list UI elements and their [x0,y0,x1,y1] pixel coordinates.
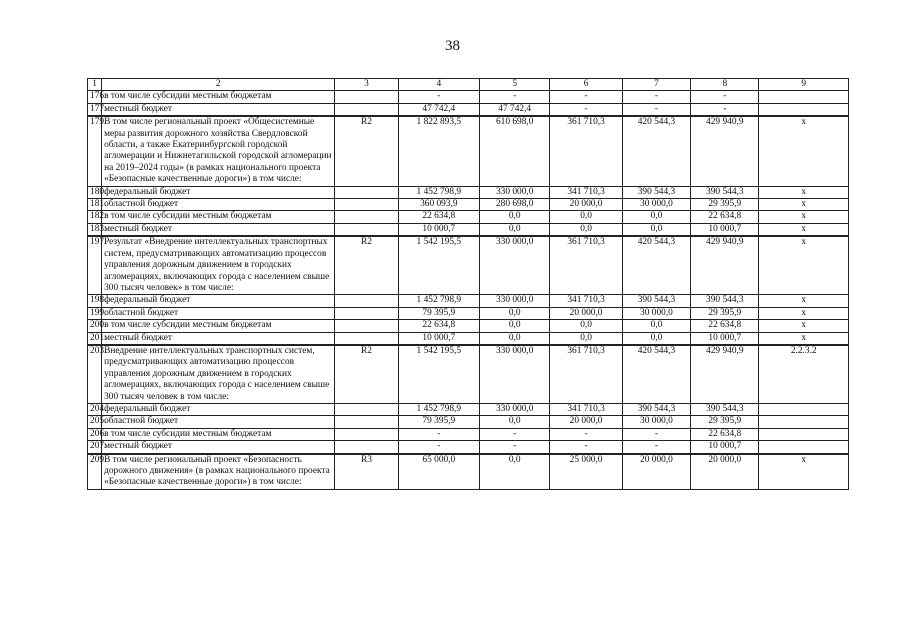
row-code: R2 [335,116,398,186]
budget-table [87,78,849,490]
row-description: областной бюджет [102,307,335,319]
row-number: 199. [88,307,102,319]
row-code [335,91,398,103]
value-col6: 0,0 [550,223,622,236]
value-col5: - [480,441,550,454]
value-col7: 0,0 [622,223,690,236]
row-description: местный бюджет [102,103,335,116]
value-col7: - [622,428,690,440]
row-code [335,416,398,428]
value-col7: 390 544,3 [622,295,690,307]
value-col8: 429 940,9 [691,345,759,404]
value-col8: 29 395,9 [691,199,759,211]
row-number: 206. [88,428,102,440]
row-code [335,186,398,198]
table-row [88,91,849,103]
value-col7: 0,0 [622,211,690,223]
row-reference: x [759,186,849,198]
row-description: в том числе субсидии местным бюджетам [102,91,335,103]
value-col8: 10 000,7 [691,441,759,454]
value-col8: 429 940,9 [691,116,759,186]
row-reference: x [759,211,849,223]
row-number: 203. [88,345,102,404]
value-col7: 30 000,0 [622,416,690,428]
value-col7: 420 544,3 [622,345,690,404]
column-header: 6 [550,79,622,91]
value-col4: - [398,441,479,454]
row-code [335,295,398,307]
row-number: 176. [88,91,102,103]
table-row [88,416,849,428]
row-code [335,199,398,211]
value-col5: 0,0 [480,307,550,319]
value-col4: 1 452 798,9 [398,295,479,307]
value-col8: 22 634,8 [691,320,759,332]
row-description: в том числе субсидии местным бюджетам [102,428,335,440]
value-col8: 20 000,0 [691,454,759,490]
row-number: 181. [88,199,102,211]
row-code [335,223,398,236]
row-code [335,211,398,223]
row-reference: x [759,199,849,211]
value-col6: 0,0 [550,332,622,345]
table-row [88,332,849,345]
value-col7: 390 544,3 [622,403,690,415]
value-col7: - [622,441,690,454]
table-row [88,320,849,332]
value-col6: - [550,91,622,103]
value-col8: 390 544,3 [691,186,759,198]
value-col5: 0,0 [480,454,550,490]
value-col8: 22 634,8 [691,428,759,440]
column-header: 7 [622,79,690,91]
row-number: 182. [88,211,102,223]
row-code [335,320,398,332]
value-col5: 330 000,0 [480,403,550,415]
value-col7: 420 544,3 [622,236,690,295]
row-description: федеральный бюджет [102,186,335,198]
value-col8: 22 634,8 [691,211,759,223]
row-description: областной бюджет [102,199,335,211]
row-code: R3 [335,454,398,490]
table-row [88,103,849,116]
row-reference [759,103,849,116]
value-col4: 1 452 798,9 [398,186,479,198]
row-reference [759,91,849,103]
column-header: 2 [102,79,335,91]
value-col8: 429 940,9 [691,236,759,295]
row-number: 200. [88,320,102,332]
value-col6: 361 710,3 [550,116,622,186]
value-col6: 341 710,3 [550,186,622,198]
row-number: 198. [88,295,102,307]
value-col4: 79 395,9 [398,416,479,428]
value-col5: 330 000,0 [480,186,550,198]
row-description: местный бюджет [102,332,335,345]
row-code [335,403,398,415]
row-reference: x [759,320,849,332]
value-col4: 1 452 798,9 [398,403,479,415]
value-col5: 0,0 [480,320,550,332]
value-col5: 280 698,0 [480,199,550,211]
value-col4: 65 000,0 [398,454,479,490]
value-col7: 420 544,3 [622,116,690,186]
value-col5: 0,0 [480,223,550,236]
row-reference [759,441,849,454]
value-col4: 10 000,7 [398,332,479,345]
row-description: в том числе субсидии местным бюджетам [102,320,335,332]
value-col5: 330 000,0 [480,236,550,295]
column-header: 4 [398,79,479,91]
row-number: 197. [88,236,102,295]
row-description: Внедрение интеллектуальных транспортных систем, предусматривающих автоматизацию процессов управления дорожным движением в городских агломерациях, включающих города с населением свыше 300 тысяч человек в том числе: [102,345,335,404]
value-col6: 20 000,0 [550,199,622,211]
value-col4: 47 742,4 [398,103,479,116]
row-reference: x [759,307,849,319]
column-header: 8 [691,79,759,91]
row-description: в том числе субсидии местным бюджетам [102,211,335,223]
value-col4: 79 395,9 [398,307,479,319]
row-description: местный бюджет [102,441,335,454]
value-col6: 0,0 [550,211,622,223]
value-col7: - [622,91,690,103]
value-col7: 30 000,0 [622,199,690,211]
row-description: В том числе региональный проект «Безопасность дорожного движения» (в рамках национального проекта «Безопасные качественные дороги») в том числе: [102,454,335,490]
value-col8: 10 000,7 [691,332,759,345]
value-col5: 330 000,0 [480,295,550,307]
row-reference: 2.2.3.2 [759,345,849,404]
row-number: 179. [88,116,102,186]
value-col5: 0,0 [480,332,550,345]
table-row [88,199,849,211]
value-col6: 361 710,3 [550,345,622,404]
value-col5: 330 000,0 [480,345,550,404]
value-col5: 47 742,4 [480,103,550,116]
value-col4: - [398,428,479,440]
table-row [88,236,849,295]
row-description: Результат «Внедрение интеллектуальных транспортных систем, предусматривающих автоматизацию процессов управления дорожным движением в городских агломерациях, включающих города с населением свыше 300 тысяч человек» в том числе: [102,236,335,295]
table-row [88,295,849,307]
value-col6: 0,0 [550,320,622,332]
column-header: 1 [88,79,102,91]
row-code [335,428,398,440]
value-col4: 22 634,8 [398,320,479,332]
value-col6: 25 000,0 [550,454,622,490]
value-col4: 360 093,9 [398,199,479,211]
table-row [88,307,849,319]
value-col7: 30 000,0 [622,307,690,319]
value-col7: - [622,103,690,116]
value-col7: 390 544,3 [622,186,690,198]
row-number: 180. [88,186,102,198]
value-col7: 0,0 [622,320,690,332]
value-col5: 610 698,0 [480,116,550,186]
value-col8: 29 395,9 [691,307,759,319]
row-code: R2 [335,236,398,295]
table-row [88,186,849,198]
row-reference: x [759,454,849,490]
value-col6: 361 710,3 [550,236,622,295]
value-col6: 20 000,0 [550,307,622,319]
value-col6: - [550,103,622,116]
value-col5: - [480,91,550,103]
value-col6: 341 710,3 [550,403,622,415]
value-col6: 341 710,3 [550,295,622,307]
table-row [88,223,849,236]
row-reference: x [759,332,849,345]
value-col4: 1 542 195,5 [398,236,479,295]
row-code: R2 [335,345,398,404]
row-description: федеральный бюджет [102,403,335,415]
row-code [335,103,398,116]
row-reference: x [759,295,849,307]
table-header-row [88,79,849,91]
table-row [88,211,849,223]
row-code [335,441,398,454]
row-reference: x [759,116,849,186]
value-col7: 20 000,0 [622,454,690,490]
table-row [88,345,849,404]
column-header: 5 [480,79,550,91]
row-code [335,307,398,319]
value-col4: 1 542 195,5 [398,345,479,404]
row-description: В том числе региональный проект «Общесистемные меры развития дорожного хозяйства Свердловской области, а также Екатеринбургской городской агломерации и Нижнетагильской городской агломерации на 2019–2024 годы» (в рамках национального проекта «Безопасные качественные дороги») в том числе: [102,116,335,186]
value-col4: 10 000,7 [398,223,479,236]
row-number: 205. [88,416,102,428]
row-number: 183. [88,223,102,236]
row-number: 207. [88,441,102,454]
value-col8: 390 544,3 [691,295,759,307]
column-header: 3 [335,79,398,91]
page-number: 38 [445,38,460,54]
value-col6: - [550,428,622,440]
value-col7: 0,0 [622,332,690,345]
value-col4: 22 634,8 [398,211,479,223]
row-number: 209. [88,454,102,490]
row-reference: x [759,223,849,236]
value-col8: - [691,103,759,116]
row-number: 204. [88,403,102,415]
value-col5: 0,0 [480,416,550,428]
row-description: местный бюджет [102,223,335,236]
value-col5: - [480,428,550,440]
value-col6: - [550,441,622,454]
value-col8: 29 395,9 [691,416,759,428]
row-reference: x [759,236,849,295]
row-description: федеральный бюджет [102,295,335,307]
table-row [88,428,849,440]
value-col8: 10 000,7 [691,223,759,236]
value-col8: 390 544,3 [691,403,759,415]
row-description: областной бюджет [102,416,335,428]
column-header: 9 [759,79,849,91]
row-number: 177. [88,103,102,116]
row-code [335,332,398,345]
value-col4: - [398,91,479,103]
value-col5: 0,0 [480,211,550,223]
row-reference [759,428,849,440]
table-row [88,454,849,490]
value-col4: 1 822 893,5 [398,116,479,186]
table-row [88,403,849,415]
row-reference [759,403,849,415]
table-row [88,441,849,454]
value-col6: 20 000,0 [550,416,622,428]
row-number: 201. [88,332,102,345]
table-row [88,116,849,186]
row-reference [759,416,849,428]
value-col8: - [691,91,759,103]
